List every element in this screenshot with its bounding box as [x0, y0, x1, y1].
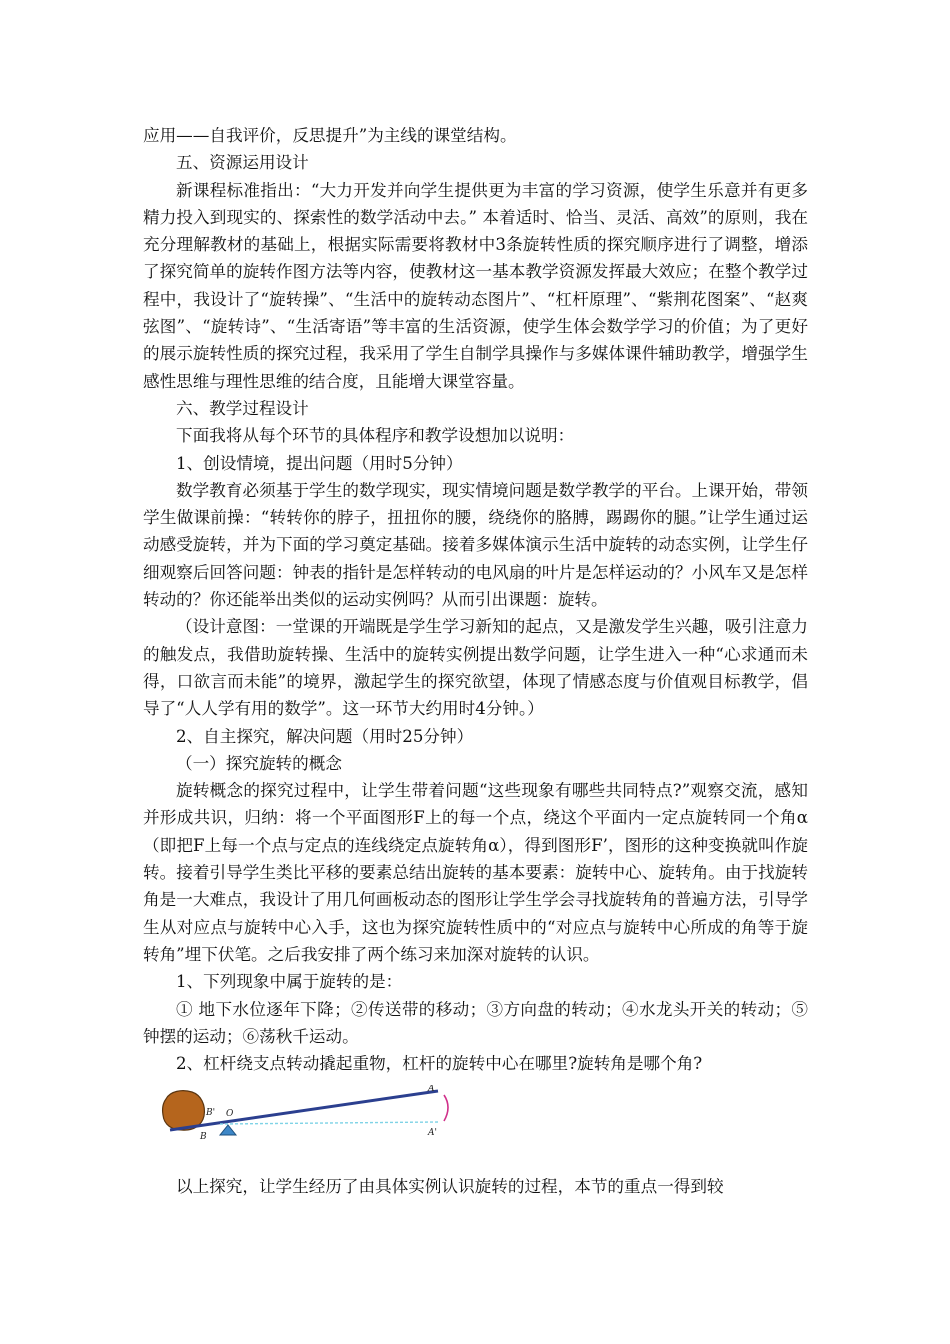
subheading-step-1: 1、创设情境，提出问题（用时5分钟） — [176, 453, 463, 473]
subheading-step-2: 2、自主探究，解决问题（用时25分钟） — [176, 726, 474, 746]
section-heading-resources: 五、资源运用设计 — [176, 153, 309, 173]
document-page — [143, 122, 808, 1201]
label-A-prime: A' — [428, 1128, 437, 1139]
paragraph: 下面我将从每个环节的具体程序和教学设想加以说明： — [176, 426, 575, 446]
lever-figure — [143, 1083, 808, 1151]
exercise-2: 2、杠杆绕支点转动撬起重物，杠杆的旋转中心在哪里?旋转角是哪个角? — [176, 1054, 703, 1074]
lever-diagram — [160, 1085, 460, 1151]
paragraph: 以上探究，让学生经历了由具体实例认识旋转的过程，本节的重点一得到较 — [176, 1177, 724, 1197]
rotated-lever-dashed — [220, 1122, 438, 1124]
paragraph: 数学教育必须基于学生的数学现实，现实情境问题是数学教学的平台。上课开始，带领学生做课前操：“转转你的脖子，扭扭你的腰，绕绕你的胳膊，踢踢你的腿。”让学生通过运动感受旋转，并为下面的学习奠定基础。接着多媒体演示生活中旋转的动态实例，让学生仔细观察后回答问题：钟表的指针是怎样转动的电风扇的叶片是怎样运动的？小风车又是怎样转动的？你还能举出类似的运动实例吗？从而引出课题：旋转。 — [143, 480, 808, 610]
rock-shape — [163, 1091, 205, 1130]
design-intent-note: （设计意图：一堂课的开端既是学生学习新知的起点，又是激发学生兴趣，吸引注意力的触发点，我借助旋转操、生活中的旋转实例提出数学问题，让学生进入一种“心求通而未得，口欲言而未能”的境界，激起学生的探究欲望，体现了情感态度与价值观目标教学，倡导了“人人学有用的数学”。这一环节大约用时4分钟。） — [143, 617, 808, 719]
subheading-concept: （一）探究旋转的概念 — [176, 753, 342, 773]
label-O: O — [226, 1109, 234, 1120]
rotation-arc — [444, 1095, 448, 1121]
label-B: B — [200, 1132, 207, 1143]
exercise-1-options: ① 地下水位逐年下降；②传送带的移动；③方向盘的转动；④水龙头开关的转动；⑤钟摆的运动；⑥荡秋千运动。 — [143, 999, 808, 1046]
label-B-prime: B' — [206, 1108, 216, 1119]
paragraph: 旋转概念的探究过程中，让学生带着问题“这些现象有哪些共同特点?”观察交流，感知并形成共识，归纳：将一个平面图形F上的每一个点，绕这个平面内一定点旋转同一个角α（即把F上每一个点与定点的连线绕定点旋转角α），得到图形F’，图形的这种变换就叫作旋转。接着引导学生类比平移的要素总结出旋转的基本要素：旋转中心、旋转角。由于找旋转角是一大难点，我设计了用几何画板动态的图形让学生学会寻找旋转角的普遍方法，引导学生从对应点与旋转中心入手，这也为探究旋转性质中的“对应点与旋转中心所成的角等于旋转角”埋下伏笔。之后我安排了两个练习来加深对旋转的认识。 — [143, 781, 808, 964]
paragraph: 应用——自我评价，反思提升”为主线的课堂结构。 — [143, 126, 517, 145]
fulcrum-triangle — [220, 1125, 236, 1135]
label-A: A — [428, 1085, 435, 1095]
paragraph: 新课程标准指出：“大力开发并向学生提供更为丰富的学习资源，使学生乐意并有更多精力投入到现实的、探索性的数学活动中去。” 本着适时、恰当、灵活、高效”的原则，我在充分理解教材的基础上，根据实际需要将教材中3条旋转性质的探究顺序进行了调整，增添了探究简单的旋转作图方法等内容，使教材这一基本教学资源发挥最大效应；在整个教学过程中，我设计了“旋转操”、“生活中的旋转动态图片”、“杠杆原理”、“紫荆花图案”、“赵爽弦图”、“旋转诗”、“生活寄语”等丰富的生活资源，使学生体会数学学习的价值；为了更好的展示旋转性质的探究过程，我采用了学生自制学具操作与多媒体课件辅助教学，增强学生感性思维与理性思维的结合度，且能增大课堂容量。 — [143, 180, 808, 391]
section-heading-process: 六、教学过程设计 — [176, 398, 309, 418]
exercise-1: 1、下列现象中属于旋转的是： — [176, 972, 403, 992]
